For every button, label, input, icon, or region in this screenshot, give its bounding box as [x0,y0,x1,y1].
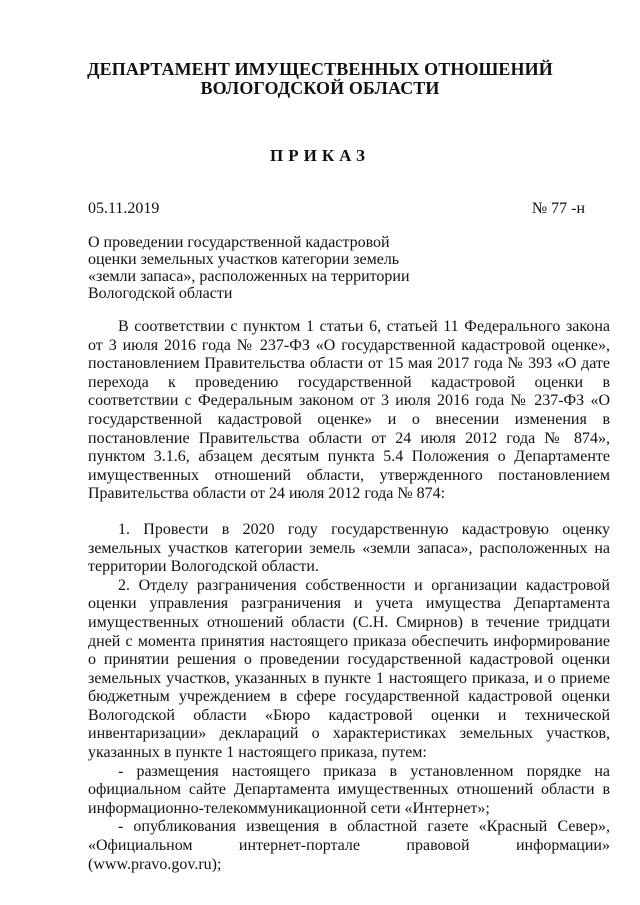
document-title: ПРИКАЗ [270,146,370,165]
document-date: 05.11.2019 [88,200,160,217]
organization-name-line-2: ВОЛОГОДСКОЙ ОБЛАСТИ [200,78,440,98]
organization-header [0,60,640,98]
paragraph-item-2: 2. Отделу разграничения собственности и организации кадастровой оценки управления разграничения и учета имущества Департамента имущественных отношений области (С.Н. Смирнов) в течение тридцати дней с момента принятия настоящего приказа обеспечить информирование о принятии решения о проведении государственной кадастровой оценки земельных участков, указанных в пункте 1 настоящего приказа, и о приеме бюджетным учреждением в сфере государственной кадастровой оценки Вологодской области «Бюро кадастровой оценки и технической инвентаризации» деклараций о характеристиках земельных участков, указанных в пункте 1 настоящего приказа, путем: [88,576,610,762]
paragraph-preamble: В соответствии с пунктом 1 статьи 6, статьей 11 Федерального закона от 3 июля 2016 года № 237-ФЗ «О государственной кадастровой оценке», постановлением Правительства области от 15 мая 2017 года № 393 «О дате перехода к проведению государственной кадастровой оценки в соответствии с Федеральным законом от 3 июля 2016 года № 237-ФЗ «О государственной кадастровой оценке» и о внесении изменения в постановление Правительства области от 24 июля 2012 года № 874», пунктом 3.1.6, абзацем десятым пункта 5.4 Положения о Департаменте имущественных отношений области, утвержденного постановлением Правительства области от 24 июля 2012 года № 874: [88,318,610,503]
paragraph-bullet-1: - размещения настоящего приказа в установленном порядке на официальном сайте Департамента имущественных отношений области в информационно-телекоммуникационной сети «Интернет»; [88,762,610,817]
paragraph-bullet-2: - опубликования извещения в областной газете «Красный Север», «Официальном интернет-портале правовой информации» (www.pravo.gov.ru); [88,818,610,873]
document-body [88,318,610,874]
document-number: № 77 -н [531,200,585,217]
organization-name-line-1: ДЕПАРТАМЕНТ ИМУЩЕСТВЕННЫХ ОТНОШЕНИЙ [87,59,553,79]
paragraph-item-1: 1. Провести в 2020 году государственную кадастровую оценку земельных участков категории земель «земли запаса», расположенных на территории Вологодской области. [88,520,610,576]
document-subject: О проведении государственной кадастровой оценки земельных участков категории земель «земли запаса», расположенных на территории Вологодской области [88,234,410,302]
